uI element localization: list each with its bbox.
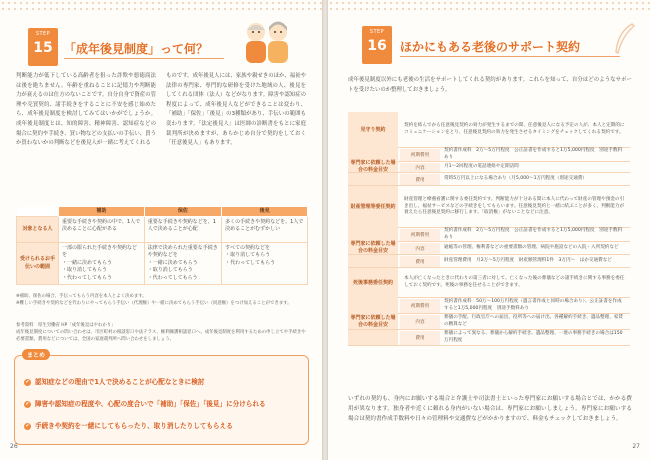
intro-text: 成年後見制度以外にも老後の生活をサポートしてくれる契約があります。これらを知って、自分はどのようなサポートを受けたいのか整理しておきましょう。 (348, 77, 632, 93)
category-cell: 見守り契約 (348, 112, 398, 148)
summary-item: ✔ 手続きや契約を一緒にしてもらったり、取り消したりしてもらえる (25, 422, 233, 430)
check-icon: ✔ (25, 378, 30, 385)
table-row (348, 173, 630, 186)
page-number: 27 (632, 443, 640, 450)
sub-label-cell: 初期費用 (400, 299, 440, 313)
summary-box (14, 355, 309, 445)
check-icon: ✔ (25, 400, 30, 407)
guardianship-table (16, 206, 308, 285)
table-row (348, 186, 630, 228)
table-header: 補助 (59, 207, 145, 217)
description-cell: 本人が亡くなったときに代わりの第三者に対して、亡くなった後の葬儀などの諸手続きに関する事務を委任しておく契約です。死後の事務を任せることができます。 (404, 276, 625, 288)
page-number: 26 (10, 443, 18, 450)
right-page (328, 0, 650, 460)
row-header: 受けられるお手伝いの範囲 (17, 243, 59, 285)
step-badge: STEP 15 (28, 28, 58, 66)
table-cell: 一部の限られた手続きや契約などを ・一緒に決めてもらう ・取り消してもらう ・代わってしてもらう (59, 243, 145, 285)
table-note: ※補助、保佐の場合、手伝ってもらう内容を本人とよく決めます。 (16, 294, 147, 299)
sub-label-cell: 内容 (400, 163, 440, 172)
dot-pattern (0, 0, 322, 10)
description-cell: 通帳等の管理、権利書などの重要書類の管理、病院や施設などの入院・入所契約など (444, 245, 619, 251)
description-cell: 契約を結んでから任意後見契約の効力が発生するまでの間、任意後見人になる予定の人が、本人と定期的にコミュニケーションをとり、任意後見契約の効力を発生させるタイミングをチェックしてくれる契約です。 (404, 123, 625, 135)
table-row (348, 112, 630, 148)
category-cell: 専門家に依頼した場合の料金目安 (348, 298, 398, 346)
description-cell: 財産管理費用 月2万〜5万円程度 財産額管理料1件 3万円〜 ほか交通費など (444, 258, 612, 264)
table-row (348, 255, 630, 268)
description-cell: 契約書作成料 2万〜5万円程度 公正証書を作成すると1万5,000円程度 別途手数料あり (444, 148, 623, 160)
summary-item: ✔ 認知症などの理由で1人で決めることが心配なときに検討 (25, 378, 205, 386)
dot-pattern (328, 0, 650, 10)
table-header: 後見 (222, 207, 308, 217)
sub-label-cell: 費用 (400, 256, 440, 267)
description-cell: 契約書作成料 50万〜100万円程度（遺言書作成と同時の場合あり）、公正証書を作成すると1万5,000円程度 別途手数料あり (444, 299, 622, 311)
table-row (17, 243, 308, 285)
table-cell: 多くの手続きや契約などを、1人で決めることがむずかしい (222, 217, 308, 243)
body-column-1: 判断能力が低下している高齢者を狙った詐欺や悪徳商法は後を絶ちません。年齢を重ねることに記憶力や判断能力が衰えるのは仕方のないことです。自分自身で資産の管理や売買契約、諸手続きをすることに不安を感じ始めたら、成年後見制度を検討してみてはいかがでしょうか。成年後見制度とは、知的障害、精神障害、認知症などの場合に契約や手続き、買い物などの支払いの手伝い、買うか買わないかの判断などを後見人が一緒に考えてくれる (16, 73, 156, 147)
left-page (0, 0, 322, 460)
source-note: 参考資料 厚生労働省 HP「成年後見はやわかり」 成年後見制度についての問い合わせは、市区町村の相談窓口や法テラス、権利擁護相談窓口へ。成年後見制度を利用するための申し立てや手続きや必要書類、費用などについては、全国の家庭裁判所へ問い合わせをしましょう。 (16, 323, 306, 342)
sub-label-cell: 内容 (400, 315, 440, 329)
description-cell: 葬儀によって異なる、葬儀から解約手続き、遺品整理、一連の事務手続きの場合は150万円程度 (444, 331, 623, 343)
quill-pen-icon (612, 22, 636, 56)
sub-label-cell: 費用 (400, 174, 440, 185)
summary-item: ✔ 障害や認知症の程度や、心配の度合いで「補助」「保佐」「後見」に分けられる (25, 400, 266, 408)
page-title: 「成年後見制度」って何？ (64, 42, 209, 56)
sub-label-cell: 費用 (400, 331, 440, 345)
page-title: ほかにもある老後のサポート契約 (400, 40, 581, 54)
category-cell: 財産管理等委任契約 (348, 186, 398, 228)
sub-label-cell: 初期費用 (400, 229, 440, 241)
table-cell: 重要な手続きや契約などを、1人で決めることが心配 (144, 217, 221, 243)
summary-tag: まとめ (22, 349, 50, 360)
table-row (17, 217, 308, 243)
closing-text: いずれの契約も、身内にお願いする場合と弁護士や司法書士といった専門家にお願いする場合とでは、かかる費用が異なります。独身者や近くに頼れる身内がいない場合は、専門家にお願いしましょう。専門家にお願いする場合は契約書作成手数料や日々の管理料や交通費などがかかりますので、料金もチェックしておきましょう。 (348, 396, 632, 422)
table-row (348, 242, 630, 255)
table-header: 保佐 (144, 207, 221, 217)
category-cell: 専門家に依頼した場合の料金目安 (348, 148, 398, 186)
title-rule (64, 58, 224, 59)
elderly-couple-illustration (236, 18, 298, 64)
table-row (348, 314, 630, 330)
row-header: 対象となる人 (17, 217, 59, 243)
sub-label-cell: 内容 (400, 243, 440, 254)
title-rule (400, 56, 620, 57)
description-cell: 常時5万円以上になる場合あり（月5,000〜1万円程度（別途交通費） (444, 176, 588, 182)
description-cell: 月1〜2回程度の電話連絡や定期訪問 (444, 164, 519, 170)
description-cell: 契約書作成料 2万〜5万円程度 公正証書を作成すると1万5,000円程度 別途手数料あり (444, 228, 623, 240)
table-cell: すべての契約などを ・取り消してもらう ・代わってしてもらう (222, 243, 308, 285)
support-contract-table (348, 112, 630, 346)
check-icon: ✔ (25, 422, 30, 429)
description-cell: 葬儀の手配、行政官庁への届出、役所等への届け出、各種解約手続き、遺品整理、家賃の精算など (444, 315, 623, 327)
category-cell: 死後事務委任契約 (348, 268, 398, 298)
table-row (348, 268, 630, 298)
table-cell: 法律で決められた重要な手続きや契約などを ・一緒に決めてもらう ・取り消してもらう ・代わってしてもらう (144, 243, 221, 285)
category-cell: 専門家に依頼した場合の料金目安 (348, 228, 398, 268)
body-column-2: ものです。成年後見人には、家族や親せきのほか、福祉や法律の専門家、専門的な研修を受けた地域の人、後見をしてくれる団体（法人）などがなります。障害や認知症の程度によって、成年後見人などができることは変わり、「補助」「保佐」「後見」の3種類があり、手伝いの範囲も変わります。「法定後見人」は医師の診断書をもとに家庭裁判所が決めますが、あらかじめ自分で契約をしておく「任意後見人」もあります。 (166, 73, 306, 147)
table-row (348, 330, 630, 346)
table-note: ※難しい手続きや契約などを代わりにやってもらう手伝い（代理権）や一緒に決めてもらう手伝い（同意権）をつけ加えることができます。 (16, 301, 292, 306)
sub-label-cell: 初期費用 (400, 149, 440, 161)
description-cell: 財産管理と療養看護に関する委任契約です。判断能力が十分ある間に本人に代わって財産の管理や預金の引き出し、福祉サービスなどの手続きをしてもらいます。任意後見契約と一緒に結ぶことが多く、判断能力が衰えたら任意後見契約に移行します。「取消権」がないことなどに注意。 (404, 196, 625, 216)
step-badge: STEP 16 (362, 26, 392, 64)
table-row (348, 162, 630, 173)
table-cell: 重要な手続きや契約の中で、1人で決めることに心配がある (59, 217, 145, 243)
